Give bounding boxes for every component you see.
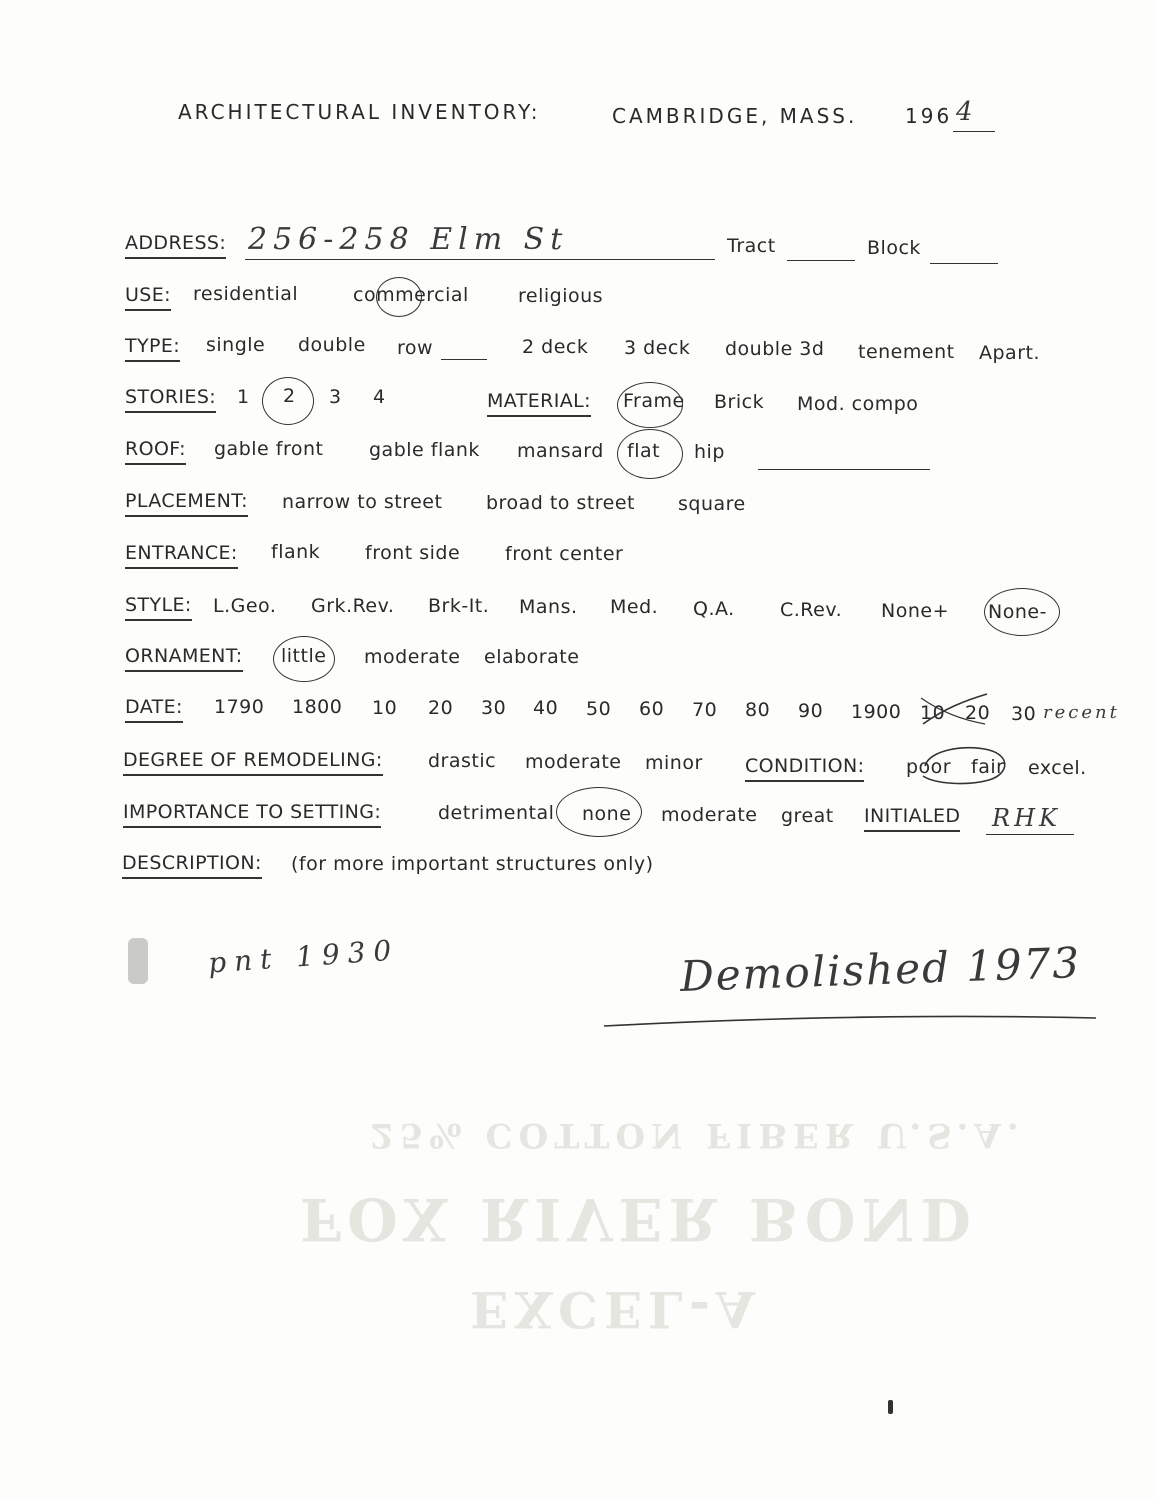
date-option-1890[interactable]: 90 — [798, 700, 824, 722]
watermark-line-1: 25% COTTON FIBER U.S.A. — [370, 1115, 1025, 1155]
importance-option-moderate[interactable]: moderate — [661, 804, 758, 826]
ornament-option-moderate[interactable]: moderate — [364, 646, 461, 668]
form-title: ARCHITECTURAL INVENTORY: — [178, 100, 541, 124]
style-option-med[interactable]: Med. — [610, 596, 659, 618]
entrance-option-flank[interactable]: flank — [271, 541, 321, 563]
roof-option-hip[interactable]: hip — [694, 441, 725, 463]
date-option-1840[interactable]: 40 — [533, 697, 559, 719]
date-option-1820[interactable]: 20 — [428, 697, 454, 719]
remodeling-label: DEGREE OF REMODELING: — [123, 749, 383, 776]
block-field[interactable] — [930, 263, 998, 264]
date-option-1930[interactable]: 30 — [1011, 703, 1037, 725]
placement-label: PLACEMENT: — [125, 490, 248, 517]
date-recent-note: recent — [1043, 702, 1120, 723]
ornament-selection-mark — [273, 636, 335, 682]
placement-option-narrow[interactable]: narrow to street — [282, 491, 443, 513]
watermark-line-2: FOX RIVER BOND — [300, 1185, 977, 1253]
type-option-single[interactable]: single — [206, 334, 266, 356]
description-label: DESCRIPTION: — [122, 852, 262, 879]
year-underline — [953, 131, 995, 132]
form-year-prefix: 196 — [905, 104, 953, 128]
entrance-label: ENTRANCE: — [125, 542, 238, 569]
condition-selection-mark — [905, 740, 1015, 790]
handwritten-demolished-note: Demolished 1973 — [679, 938, 1082, 1001]
placement-option-broad[interactable]: broad to street — [486, 492, 636, 514]
material-option-brick[interactable]: Brick — [714, 391, 765, 413]
date-option-1880[interactable]: 80 — [745, 699, 771, 721]
form-year-digit: 4 — [956, 97, 973, 127]
material-label: MATERIAL: — [487, 390, 591, 417]
type-option-2-deck[interactable]: 2 deck — [522, 336, 589, 358]
entrance-option-front-side[interactable]: front side — [365, 542, 461, 564]
demolished-underline — [600, 1008, 1100, 1030]
condition-option-poor[interactable]: poor — [906, 756, 952, 778]
roof-other-blank[interactable] — [758, 469, 930, 470]
date-option-1850[interactable]: 50 — [586, 698, 612, 720]
form-location: CAMBRIDGE, MASS. — [612, 104, 858, 128]
condition-label: CONDITION: — [745, 755, 864, 782]
material-selection-mark — [617, 382, 683, 428]
style-option-brk-it[interactable]: Brk-It. — [428, 595, 490, 617]
stories-option-2[interactable]: 2 — [283, 385, 296, 407]
date-option-1790[interactable]: 1790 — [214, 696, 265, 718]
style-option-grk-rev[interactable]: Grk.Rev. — [311, 595, 395, 617]
stories-option-3[interactable]: 3 — [329, 386, 342, 408]
importance-option-great[interactable]: great — [781, 805, 834, 827]
stray-ink-dot — [888, 1400, 893, 1414]
initialed-underline — [986, 834, 1074, 835]
address-underline — [245, 259, 715, 260]
style-option-none-minus[interactable]: None- — [988, 601, 1047, 623]
use-selection-mark — [376, 277, 422, 317]
style-label: STYLE: — [125, 594, 192, 621]
material-option-frame[interactable]: Frame — [623, 390, 685, 412]
importance-selection-mark — [556, 787, 642, 837]
roof-option-gable-flank[interactable]: gable flank — [369, 439, 480, 461]
use-option-residential[interactable]: residential — [193, 283, 299, 305]
type-option-tenement[interactable]: tenement — [858, 341, 955, 363]
date-option-1920[interactable]: 20 — [965, 702, 991, 724]
date-option-1910[interactable]: 10 — [920, 702, 946, 724]
material-option-mod-compo[interactable]: Mod. compo — [797, 393, 919, 415]
style-option-mans[interactable]: Mans. — [519, 596, 578, 618]
pencil-smudge — [128, 938, 148, 984]
type-option-double[interactable]: double — [298, 334, 366, 356]
remodeling-option-minor[interactable]: minor — [645, 752, 703, 774]
remodeling-option-drastic[interactable]: drastic — [428, 750, 497, 772]
type-label: TYPE: — [125, 335, 180, 362]
entrance-option-front-center[interactable]: front center — [505, 543, 624, 565]
ornament-option-little[interactable]: little — [281, 645, 327, 667]
date-option-1800[interactable]: 1800 — [292, 696, 343, 718]
roof-label: ROOF: — [125, 438, 186, 465]
stories-selection-mark — [262, 377, 314, 425]
tract-field[interactable] — [787, 260, 855, 261]
use-option-religious[interactable]: religious — [518, 285, 604, 307]
date-option-1870[interactable]: 70 — [692, 699, 718, 721]
stories-option-4[interactable]: 4 — [373, 386, 386, 408]
date-cross-out-mark — [915, 690, 995, 730]
date-option-1830[interactable]: 30 — [481, 697, 507, 719]
date-option-1860[interactable]: 60 — [639, 698, 665, 720]
initialed-label: INITIALED — [864, 805, 960, 832]
use-option-commercial[interactable]: commercial — [353, 284, 469, 306]
type-option-apart[interactable]: Apart. — [979, 342, 1041, 364]
type-option-row[interactable]: row — [397, 337, 434, 359]
importance-option-detrimental[interactable]: detrimental — [438, 802, 555, 824]
ornament-option-elaborate[interactable]: elaborate — [484, 646, 580, 668]
roof-option-flat[interactable]: flat — [627, 440, 661, 462]
address-value[interactable]: 256-258 Elm St — [248, 222, 569, 257]
style-option-none-plus[interactable]: None+ — [881, 600, 949, 622]
roof-option-gable-front[interactable]: gable front — [214, 438, 324, 460]
condition-option-fair[interactable]: fair — [971, 756, 1005, 778]
use-label: USE: — [125, 284, 171, 311]
type-option-double-3d[interactable]: double 3d — [725, 338, 825, 360]
date-option-1810[interactable]: 10 — [372, 697, 398, 719]
style-option-l-geo[interactable]: L.Geo. — [213, 595, 277, 617]
style-option-c-rev[interactable]: C.Rev. — [780, 599, 843, 621]
type-option-3-deck[interactable]: 3 deck — [624, 337, 691, 359]
tract-label: Tract — [727, 235, 776, 257]
roof-option-mansard[interactable]: mansard — [517, 440, 604, 462]
date-option-1900[interactable]: 1900 — [851, 701, 902, 723]
ornament-label: ORNAMENT: — [125, 645, 243, 672]
importance-label: IMPORTANCE TO SETTING: — [123, 801, 381, 828]
style-selection-mark — [984, 588, 1060, 636]
roof-selection-mark — [617, 429, 683, 479]
type-row-blank[interactable] — [441, 359, 487, 360]
stories-option-1[interactable]: 1 — [237, 386, 250, 408]
address-label: ADDRESS: — [125, 232, 226, 259]
condition-option-excel[interactable]: excel. — [1028, 757, 1087, 779]
handwritten-post-1930-note: pnt 1930 — [207, 933, 401, 980]
block-label: Block — [867, 237, 921, 259]
description-hint: (for more important structures only) — [291, 853, 654, 875]
initialed-value[interactable]: RHK — [992, 804, 1061, 832]
remodeling-option-moderate[interactable]: moderate — [525, 751, 622, 773]
style-option-qa[interactable]: Q.A. — [693, 598, 735, 620]
importance-option-none[interactable]: none — [582, 803, 632, 825]
placement-option-square[interactable]: square — [678, 493, 746, 515]
stories-label: STORIES: — [125, 386, 216, 413]
date-label: DATE: — [125, 696, 183, 723]
watermark-line-3: EXCEL-A — [470, 1280, 761, 1339]
